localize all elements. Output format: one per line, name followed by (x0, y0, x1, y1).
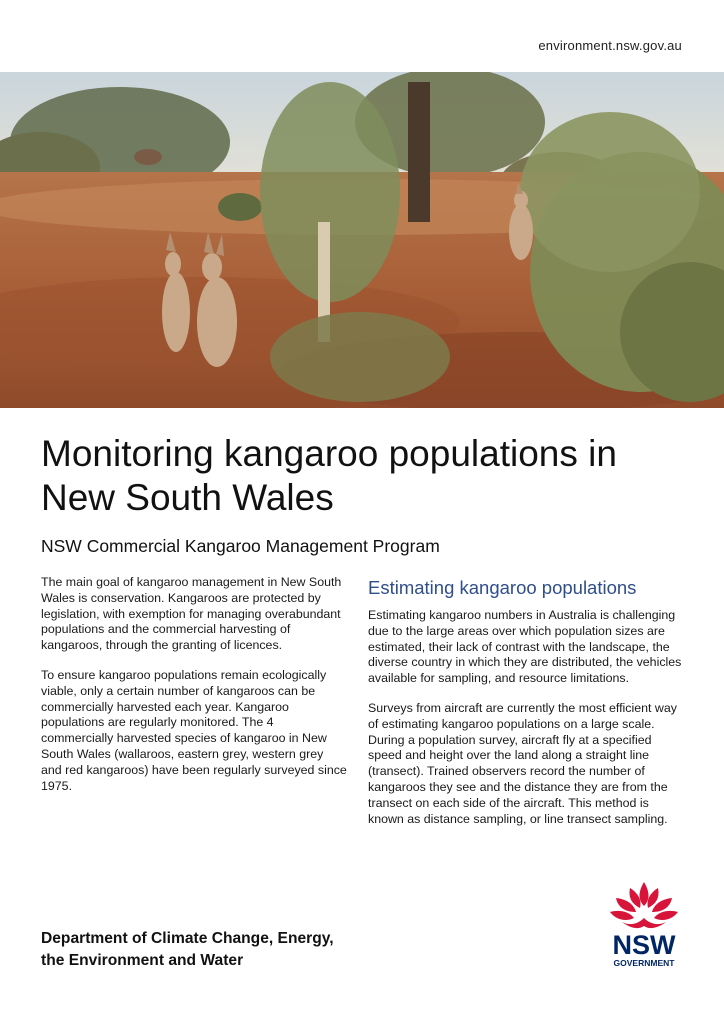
paragraph: To ensure kangaroo populations remain ecologically viable, only a certain number of kangaroos can be commercially harvested each year. Kangaroo populations are regularly monitored. The 4 commercially harvested species of kangaroo in New South Wales (wallaroos, eastern grey, western grey and red kangaroos) have been regularly surveyed since 1975. (41, 667, 347, 793)
site-url[interactable]: environment.nsw.gov.au (538, 38, 682, 53)
logo-subtext: GOVERNMENT (613, 958, 675, 968)
right-column (368, 608, 684, 841)
hero-photo (0, 72, 724, 408)
document-title: Monitoring kangaroo populations in New South Wales (41, 433, 617, 518)
department-name: Department of Climate Change, Energy, the Environment and Water (41, 930, 334, 969)
nsw-government-logo (600, 878, 688, 970)
section-heading: Estimating kangaroo populations (368, 577, 637, 598)
logo-text: NSW (612, 930, 676, 960)
left-column (41, 575, 347, 808)
paragraph: The main goal of kangaroo management in New South Wales is conservation. Kangaroos are protected by legislation, with exemption for managing overabundant populations and the commercial harvesting of kangaroos, through the granting of licences. (41, 575, 342, 653)
waratah-icon (610, 882, 678, 928)
paragraph: Estimating kangaroo numbers in Australia is challenging due to the large areas over which population sizes are estimated, their lack of contrast with the landscape, the diverse country in which they are distributed, the vehicles available for sampling, and resource limitations. (368, 608, 682, 686)
paragraph: Surveys from aircraft are currently the most efficient way of estimating kangaroo populations on a large scale. During a population survey, aircraft fly at a specified speed and height over the land along a straight line (transect). Trained observers record the number of kangaroos they see and the distance they are from the transect on each side of the aircraft. This method is known as distance sampling, or line transect sampling. (368, 700, 677, 826)
document-subtitle: NSW Commercial Kangaroo Management Program (41, 536, 440, 556)
